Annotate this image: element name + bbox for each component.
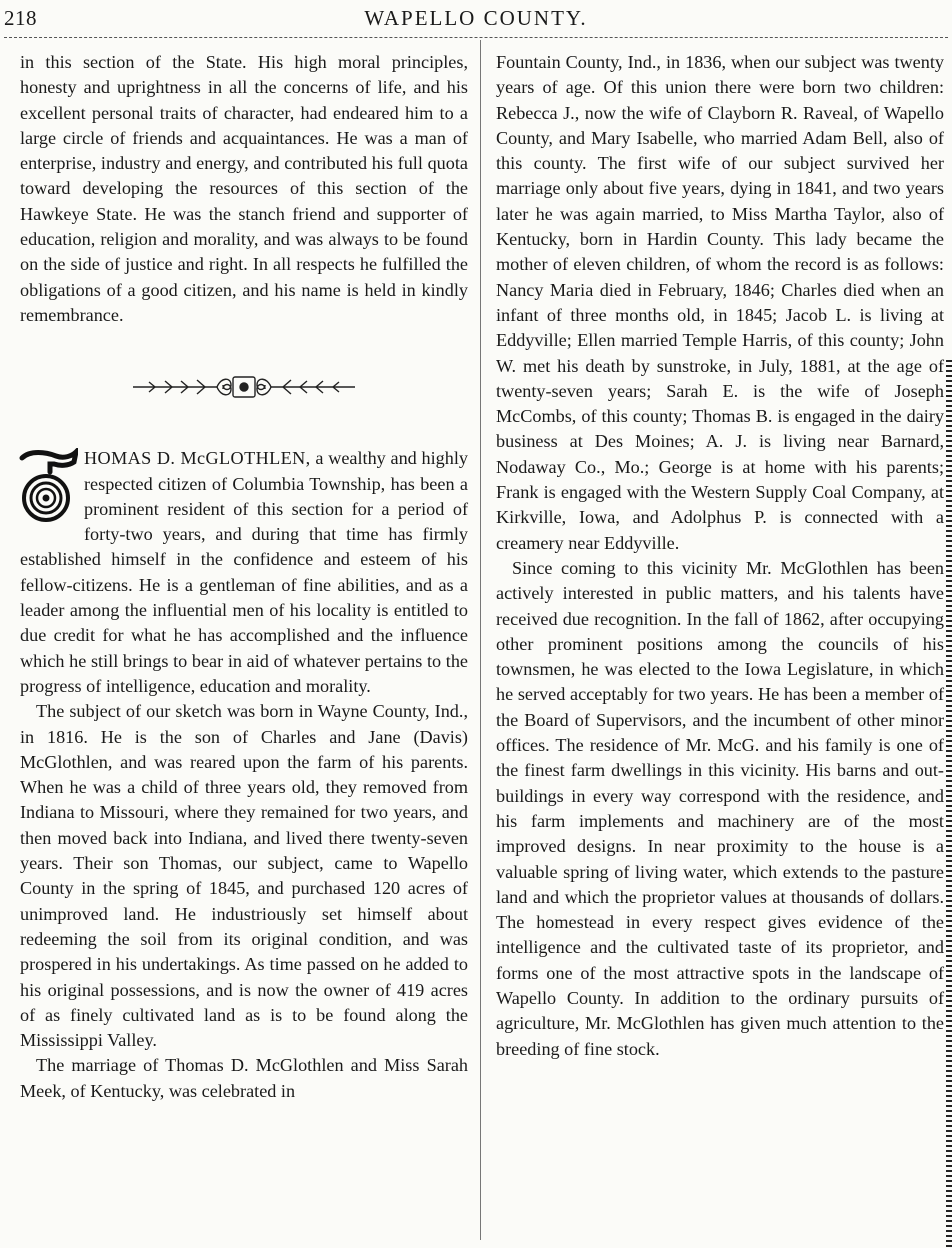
scroll-divider-icon <box>129 372 359 402</box>
paragraph-marriage-start: The marriage of Thomas D. McGlothlen and Miss Sarah Meek, of Kentucky, was celebrated in <box>20 1055 468 1101</box>
header-rule <box>4 37 948 38</box>
left-column <box>20 50 468 1104</box>
paragraph-family: Fountain County, Ind., in 1836, when our subject was twenty years of age. Of this union there were born two children: Rebecca J., now the wife of Clayborn R. Raveal, of Wapello County, and Mary Isabelle, who married Adam Bell, also of this county. The first wife of our subject survived her marriage only about five years, dying in 1841, and two years later he was again married, to Miss Martha Taylor, also of Kentucky, born in Hardin County. This lady became the mother of eleven children, of whom the record is as follows: Nancy Maria died in February, 1846; Charles died when an infant of three months old, in 1845; Jacob L. is living at Eddyville; Ellen married Temple Harris, of this county; John W. met his death by sunstroke, in July, 1881, at the age of twenty-seven years; Sarah E. is the wife of Joseph McCombs, of this county; Thomas B. is engaged in the dairy business at Des Moines; A. J. is living near Barnard, Nodaway Co., Mo.; George is at home with his parents; Frank is engaged with the Western Supply Coal Company, at Kirkville, Iowa, and Adolphus P. is connected with a creamery near Eddyville. <box>496 52 944 553</box>
paragraph-tribute: in this section of the State. His high moral principles, honesty and uprightness in all the concerns of life, and his excellent personal traits of character, had endeared him to a large circle of friends and acquaintances. He was a man of enterprise, industry and energy, and contributed his full quota toward developing the resources of this section of the Hawkeye State. He was the stanch friend and supporter of education, religion and morality, and was always to be found on the side of justice and right. In all respects he fulfilled the obligations of a good citizen, and his name is held in kindly remembrance. <box>20 52 468 325</box>
running-head: WAPELLO COUNTY. <box>364 6 588 30</box>
section-ornament <box>20 328 468 446</box>
right-column <box>496 50 944 1062</box>
page-edge-binding <box>946 360 952 1248</box>
biography-lead: HOMAS D. McGLOTHLEN, <box>84 448 311 469</box>
page-number: 218 <box>4 6 37 30</box>
paragraph-birth: The subject of our sketch was born in Wayne County, Ind., in 1816. He is the son of Charles and Jane (Davis) McGlothlen, and was reared upon the farm of his parents. When he was a child of three years old, they removed from Indiana to Missouri, where they remained for two years, and then moved back into Indiana, and lived there twenty-seven years. Their son Thomas, our subject, came to Wapello County in the spring of 1845, and purchased 120 acres of unimproved land. He industriously set himself about redeeming the soil from its original condition, and was prospered in his undertakings. As time passed on he added to his original possessions, and is now the owner of 419 acres of as finely cultivated land as is to be found along the Mississippi Valley. <box>20 701 468 1051</box>
paragraph-public-life: Since coming to this vicinity Mr. McGlothlen has been actively interested in public matters, and his talents have received due recognition. In the fall of 1862, after occupying other prominent positions among the councils of his townsmen, he was elected to the Iowa Legislature, in which he served acceptably for two years. He has been a member of the Board of Supervisors, and the incumbent of other minor offices. The residence of Mr. McG. and his family is one of the finest farm dwellings in this vicinity. His barns and out-buildings in every way correspond with the residence, and his farm implements and machinery are of the most improved designs. In near proximity to the house is a valuable spring of living water, which extends to the pasture land and which the proprietor values at thousands of dollars. The homestead in every respect gives evidence of the intelligence and the cultivated taste of its proprietor, and forms one of the most attractive spots in the landscape of Wapello County. In addition to the ordinary pursuits of agriculture, Mr. McGlothlen has given much attention to the breeding of fine stock. <box>496 557 944 1059</box>
page-header <box>0 6 952 36</box>
drop-cap <box>16 448 78 526</box>
biography-intro: a wealthy and highly respected citizen of Columbia Township, has been a prominent resident of this section for a period of forty-two years, and during that time has firmly established himself in the confidence and esteem of his fellow-citizens. He is a gentleman of fine abilities, and as a leader among the influential men of his locality is entitled to due credit for what he has accomplished and the influence which he still brings to bear in aid of whatever pertains to the progress of intelligence, education and morality. <box>20 448 469 696</box>
decorative-initial-t-icon <box>16 448 78 526</box>
column-divider <box>480 40 481 1240</box>
biography-opening <box>20 446 468 699</box>
